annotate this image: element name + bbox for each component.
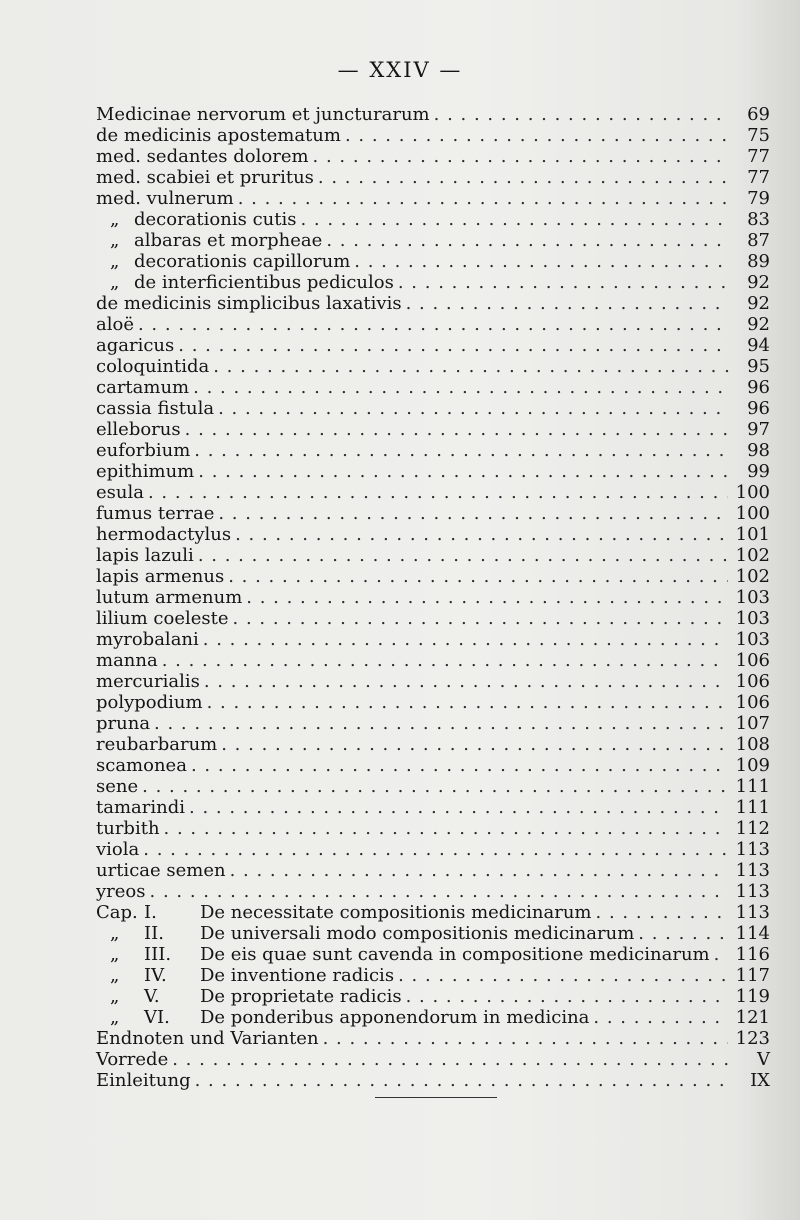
toc-entry bbox=[96, 503, 770, 524]
entry-title bbox=[96, 167, 314, 188]
entry-title bbox=[96, 839, 139, 860]
entry-title-text: euforbium bbox=[96, 440, 191, 461]
dot-leader bbox=[228, 566, 727, 587]
chapter-title-text: De eis quae sunt cavenda in compositione medicinarum bbox=[200, 944, 710, 965]
entry-title-text: aloë bbox=[96, 314, 134, 335]
entry-title bbox=[96, 125, 341, 146]
toc-entry bbox=[96, 650, 770, 671]
dot-leader bbox=[398, 272, 730, 293]
dot-leader bbox=[345, 125, 730, 146]
toc-entry bbox=[96, 692, 770, 713]
chapter-title-text: De proprietate radicis bbox=[200, 986, 402, 1007]
entry-page-number: 98 bbox=[747, 440, 770, 461]
entry-title bbox=[96, 230, 322, 251]
entry-title-text: cassia fistula bbox=[96, 398, 215, 419]
entry-page-number: 103 bbox=[735, 587, 770, 608]
entry-title-text: cartamum bbox=[96, 377, 190, 398]
dot-leader bbox=[406, 986, 728, 1007]
dot-leader bbox=[154, 713, 728, 734]
entry-page-number: 107 bbox=[735, 713, 770, 734]
entry-page-number: 83 bbox=[747, 209, 770, 230]
entry-title bbox=[96, 482, 144, 503]
entry-title-text: reubarbarum bbox=[96, 734, 218, 755]
ditto-mark: „ bbox=[110, 272, 120, 293]
toc-entry bbox=[96, 734, 770, 755]
entry-title-text: de medicinis simplicibus laxativis bbox=[96, 293, 402, 314]
entry-page-number: 96 bbox=[747, 398, 770, 419]
dot-leader bbox=[638, 923, 727, 944]
entry-page-number: 95 bbox=[747, 356, 770, 377]
dot-leader bbox=[193, 377, 730, 398]
entry-title bbox=[96, 629, 199, 650]
entry-title-text: coloquintida bbox=[96, 356, 210, 377]
entry-page-number: 102 bbox=[735, 545, 770, 566]
entry-page-number: 97 bbox=[747, 419, 770, 440]
toc-entry bbox=[96, 839, 770, 860]
entry-page-number: 69 bbox=[747, 104, 770, 125]
chapter-entry bbox=[96, 944, 770, 965]
toc-entry bbox=[96, 755, 770, 776]
entry-title-text: epithimum bbox=[96, 461, 195, 482]
entry-title-text: Medicinae nervorum et juncturarum bbox=[96, 104, 430, 125]
page-header: — XXIV — bbox=[337, 58, 463, 82]
entry-title-text: esula bbox=[96, 482, 144, 503]
entry-title bbox=[96, 293, 402, 314]
entry-title bbox=[96, 608, 229, 629]
entry-title-text: med. sedantes dolorem bbox=[96, 146, 309, 167]
back-matter-title: Einleitung bbox=[96, 1070, 191, 1091]
dot-leader bbox=[596, 902, 728, 923]
dot-leader bbox=[194, 440, 730, 461]
toc-entry bbox=[96, 230, 770, 251]
chapter-number: IV. bbox=[144, 965, 167, 986]
toc-entry bbox=[96, 524, 770, 545]
entry-title bbox=[96, 188, 234, 209]
chapter-title bbox=[96, 923, 634, 944]
toc-entry bbox=[96, 125, 770, 146]
chapter-page-number: 114 bbox=[735, 923, 770, 944]
toc-entry bbox=[96, 671, 770, 692]
toc-entry bbox=[96, 587, 770, 608]
toc-entry bbox=[96, 398, 770, 419]
entry-title bbox=[96, 272, 394, 293]
entry-title-text: lutum armenum bbox=[96, 587, 243, 608]
dot-leader bbox=[203, 629, 728, 650]
ditto-mark: „ bbox=[110, 251, 120, 272]
chapter-page-number: 113 bbox=[735, 902, 770, 923]
entry-title bbox=[96, 419, 181, 440]
entry-title bbox=[96, 671, 200, 692]
entry-title-text: lapis armenus bbox=[96, 566, 225, 587]
entry-page-number: 87 bbox=[747, 230, 770, 251]
toc-entry bbox=[96, 167, 770, 188]
entry-page-number: 106 bbox=[735, 692, 770, 713]
entry-title-text: agaricus bbox=[96, 335, 175, 356]
toc-entry bbox=[96, 314, 770, 335]
entry-title-text: sene bbox=[96, 776, 139, 797]
entry-title bbox=[96, 881, 146, 902]
dot-leader bbox=[246, 587, 727, 608]
toc-entry bbox=[96, 188, 770, 209]
entry-title-text: turbith bbox=[96, 818, 160, 839]
entry-title bbox=[96, 587, 242, 608]
entry-title-text: myrobalani bbox=[96, 629, 199, 650]
entry-title bbox=[96, 692, 203, 713]
entry-title-text: decorationis cutis bbox=[134, 209, 297, 230]
chapter-page-number: 116 bbox=[735, 944, 770, 965]
entry-page-number: 75 bbox=[747, 125, 770, 146]
entry-title bbox=[96, 755, 187, 776]
dot-leader bbox=[142, 776, 728, 797]
entry-title-text: albaras et morpheae bbox=[134, 230, 323, 251]
dot-leader bbox=[172, 1049, 730, 1070]
dot-leader bbox=[162, 650, 728, 671]
closing-rule bbox=[375, 1097, 497, 1098]
back-matter-title: Endnoten und Varianten bbox=[96, 1028, 319, 1049]
toc-entry bbox=[96, 440, 770, 461]
entry-title-text: manna bbox=[96, 650, 158, 671]
entry-title-text: elleborus bbox=[96, 419, 181, 440]
toc-entry bbox=[96, 545, 770, 566]
entry-title bbox=[96, 209, 296, 230]
chapter-marker: „ bbox=[110, 944, 120, 965]
chapter-title bbox=[96, 965, 394, 986]
entry-title-text: hermodactylus bbox=[96, 524, 232, 545]
ditto-mark: „ bbox=[110, 230, 120, 251]
chapter-marker: Cap. bbox=[96, 902, 138, 923]
entry-title bbox=[96, 797, 185, 818]
entry-page-number: 94 bbox=[747, 335, 770, 356]
dot-leader bbox=[221, 734, 727, 755]
entry-page-number: 111 bbox=[735, 776, 770, 797]
entry-page-number: 103 bbox=[735, 608, 770, 629]
entry-title-text: lilium coeleste bbox=[96, 608, 229, 629]
chapter-number: V. bbox=[144, 986, 160, 1007]
entry-page-number: 111 bbox=[735, 797, 770, 818]
chapter-title-text: De universali modo compositionis medicinarum bbox=[200, 923, 635, 944]
entry-title bbox=[96, 734, 217, 755]
entry-page-number: 92 bbox=[747, 293, 770, 314]
entry-page-number: 77 bbox=[747, 146, 770, 167]
toc-entry bbox=[96, 356, 770, 377]
dot-leader bbox=[313, 146, 730, 167]
entry-title-text: de interficientibus pediculos bbox=[134, 272, 394, 293]
ditto-mark: „ bbox=[110, 209, 120, 230]
entry-page-number: 79 bbox=[747, 188, 770, 209]
toc-entry bbox=[96, 293, 770, 314]
entry-page-number: 92 bbox=[747, 272, 770, 293]
entry-title-text: yreos bbox=[96, 881, 146, 902]
entry-title bbox=[96, 818, 160, 839]
chapter-number: III. bbox=[144, 944, 172, 965]
dot-leader bbox=[198, 461, 730, 482]
entry-title bbox=[96, 146, 309, 167]
chapter-title-text: De necessitate compositionis medicinarum bbox=[200, 902, 592, 923]
dot-leader bbox=[191, 755, 728, 776]
entry-page-number: 112 bbox=[735, 818, 770, 839]
chapter-marker: „ bbox=[110, 986, 120, 1007]
entry-page-number: 113 bbox=[735, 881, 770, 902]
entry-title-text: urticae semen bbox=[96, 860, 226, 881]
entry-title bbox=[96, 251, 350, 272]
entry-title-text: decorationis capillorum bbox=[134, 251, 351, 272]
toc-entry bbox=[96, 776, 770, 797]
chapter-title bbox=[96, 1007, 589, 1028]
back-matter-entry bbox=[96, 1028, 770, 1049]
entry-title-text: viola bbox=[96, 839, 140, 860]
entry-title bbox=[96, 524, 231, 545]
toc-entry bbox=[96, 377, 770, 398]
toc-entry bbox=[96, 629, 770, 650]
chapter-page-number: 119 bbox=[735, 986, 770, 1007]
chapter-title-text: De ponderibus apponendorum in medicina bbox=[200, 1007, 590, 1028]
entry-page-number: 108 bbox=[735, 734, 770, 755]
chapter-page-number: 117 bbox=[735, 965, 770, 986]
dot-leader bbox=[148, 482, 728, 503]
entry-title bbox=[96, 398, 214, 419]
dot-leader bbox=[198, 545, 728, 566]
entry-title-text: med. vulnerum bbox=[96, 188, 234, 209]
dot-leader bbox=[195, 1070, 730, 1091]
entry-title bbox=[96, 440, 190, 461]
entry-title bbox=[96, 650, 158, 671]
dot-leader bbox=[185, 419, 730, 440]
entry-title bbox=[96, 860, 226, 881]
entry-title bbox=[96, 503, 214, 524]
entry-title bbox=[96, 314, 134, 335]
toc-entry bbox=[96, 797, 770, 818]
chapter-marker: „ bbox=[110, 923, 120, 944]
entry-page-number: 106 bbox=[735, 671, 770, 692]
dot-leader bbox=[300, 209, 730, 230]
dot-leader bbox=[189, 797, 728, 818]
back-matter-page-number: 123 bbox=[735, 1028, 770, 1049]
dot-leader bbox=[714, 944, 728, 965]
entry-page-number: 101 bbox=[735, 524, 770, 545]
back-matter-title: Vorrede bbox=[96, 1049, 169, 1070]
entry-page-number: 106 bbox=[735, 650, 770, 671]
back-matter-page-number: V bbox=[757, 1049, 770, 1070]
entry-title-text: tamarindi bbox=[96, 797, 185, 818]
dot-leader bbox=[593, 1007, 727, 1028]
toc-entry bbox=[96, 251, 770, 272]
chapter-number: I. bbox=[144, 902, 157, 923]
entry-title bbox=[96, 104, 430, 125]
chapter-title bbox=[96, 986, 402, 1007]
toc-entry bbox=[96, 818, 770, 839]
toc-entry bbox=[96, 482, 770, 503]
entry-page-number: 113 bbox=[735, 860, 770, 881]
dot-leader bbox=[213, 356, 730, 377]
chapter-entry bbox=[96, 902, 770, 923]
entry-page-number: 103 bbox=[735, 629, 770, 650]
chapter-title bbox=[96, 902, 592, 923]
dot-leader bbox=[143, 839, 727, 860]
chapter-title bbox=[96, 944, 710, 965]
chapter-entry bbox=[96, 986, 770, 1007]
dot-leader bbox=[178, 335, 730, 356]
dot-leader bbox=[354, 251, 730, 272]
toc-entry bbox=[96, 272, 770, 293]
entry-title bbox=[96, 335, 174, 356]
toc-entry bbox=[96, 608, 770, 629]
chapter-entry bbox=[96, 965, 770, 986]
entry-title-text: med. scabiei et pruritus bbox=[96, 167, 314, 188]
entry-title-text: mercurialis bbox=[96, 671, 200, 692]
dot-leader bbox=[318, 167, 730, 188]
dot-leader bbox=[218, 398, 730, 419]
back-matter-page-number: IX bbox=[750, 1070, 770, 1091]
toc-entry bbox=[96, 566, 770, 587]
toc-entry bbox=[96, 209, 770, 230]
toc-entry bbox=[96, 713, 770, 734]
entry-title-text: fumus terrae bbox=[96, 503, 215, 524]
entry-title-text: pruna bbox=[96, 713, 151, 734]
chapter-entry bbox=[96, 1007, 770, 1028]
dot-leader bbox=[218, 503, 727, 524]
entry-page-number: 92 bbox=[747, 314, 770, 335]
chapter-page-number: 121 bbox=[735, 1007, 770, 1028]
dot-leader bbox=[164, 818, 728, 839]
entry-page-number: 100 bbox=[735, 482, 770, 503]
toc-entry bbox=[96, 461, 770, 482]
entry-title bbox=[96, 356, 209, 377]
toc-entry bbox=[96, 104, 770, 125]
entry-page-number: 89 bbox=[747, 251, 770, 272]
chapter-number: VI. bbox=[144, 1007, 170, 1028]
dot-leader bbox=[138, 314, 730, 335]
entry-page-number: 99 bbox=[747, 461, 770, 482]
dot-leader bbox=[406, 293, 730, 314]
entry-title-text: de medicinis apostematum bbox=[96, 125, 341, 146]
chapter-marker: „ bbox=[110, 1007, 120, 1028]
entry-title-text: polypodium bbox=[96, 692, 203, 713]
entry-title-text: lapis lazuli bbox=[96, 545, 194, 566]
entry-title-text: scamonea bbox=[96, 755, 187, 776]
entry-title bbox=[96, 566, 224, 587]
entry-page-number: 96 bbox=[747, 377, 770, 398]
toc-entry bbox=[96, 881, 770, 902]
dot-leader bbox=[230, 860, 728, 881]
entry-page-number: 113 bbox=[735, 839, 770, 860]
dot-leader bbox=[207, 692, 728, 713]
entry-page-number: 102 bbox=[735, 566, 770, 587]
chapter-title-text: De inventione radicis bbox=[200, 965, 395, 986]
dot-leader bbox=[398, 965, 728, 986]
dot-leader bbox=[238, 188, 730, 209]
entry-page-number: 77 bbox=[747, 167, 770, 188]
back-matter-entry bbox=[96, 1049, 770, 1070]
dot-leader bbox=[323, 1028, 728, 1049]
chapter-entry bbox=[96, 923, 770, 944]
dot-leader bbox=[150, 881, 728, 902]
dot-leader bbox=[434, 104, 730, 125]
dot-leader bbox=[233, 608, 728, 629]
entry-title bbox=[96, 377, 189, 398]
back-matter-entry bbox=[96, 1070, 770, 1091]
toc-entry bbox=[96, 860, 770, 881]
toc-entry bbox=[96, 146, 770, 167]
toc-entry bbox=[96, 335, 770, 356]
entry-title bbox=[96, 713, 150, 734]
entry-page-number: 109 bbox=[735, 755, 770, 776]
dot-leader bbox=[204, 671, 728, 692]
chapter-marker: „ bbox=[110, 965, 120, 986]
dot-leader bbox=[326, 230, 730, 251]
entry-title bbox=[96, 545, 194, 566]
dot-leader bbox=[235, 524, 728, 545]
table-of-contents bbox=[96, 104, 770, 1091]
entry-page-number: 100 bbox=[735, 503, 770, 524]
entry-title bbox=[96, 461, 194, 482]
toc-entry bbox=[96, 419, 770, 440]
chapter-number: II. bbox=[144, 923, 164, 944]
entry-title bbox=[96, 776, 138, 797]
